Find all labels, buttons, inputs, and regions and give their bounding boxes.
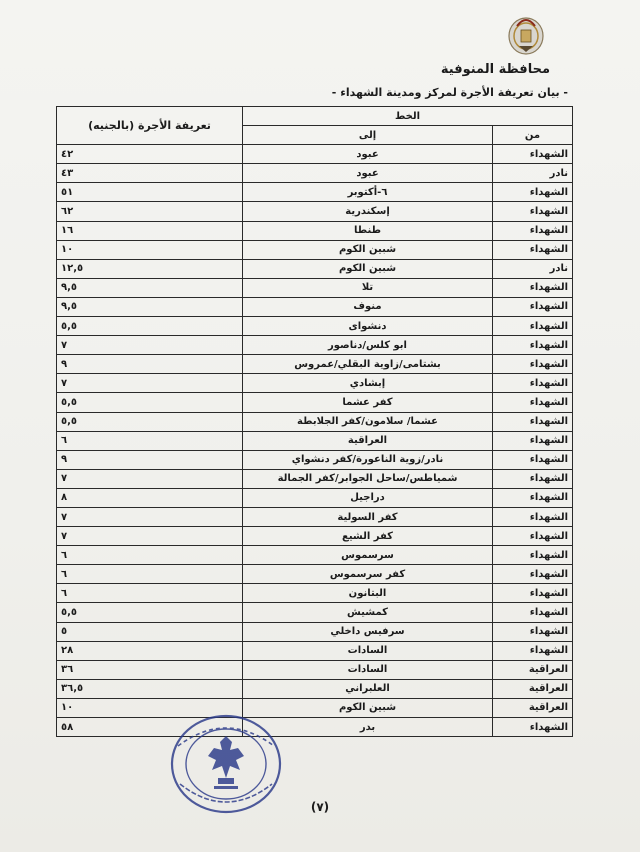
- cell-fare: ٣٦: [57, 660, 243, 679]
- table-row: [57, 393, 573, 412]
- table-row: [57, 374, 573, 393]
- cell-from: الشهداء: [493, 355, 573, 374]
- table-row: [57, 603, 573, 622]
- governorate-title: محافظة المنوفية: [440, 62, 550, 77]
- table-row: [57, 488, 573, 507]
- cell-to: البتانون: [243, 584, 493, 603]
- cell-from: الشهداء: [493, 450, 573, 469]
- cell-fare: ٣٦,٥: [57, 679, 243, 698]
- cell-fare: ٤٣: [57, 164, 243, 183]
- cell-fare: ٦٢: [57, 202, 243, 221]
- cell-from: الشهداء: [493, 527, 573, 546]
- cell-to: العلبراني: [243, 679, 493, 698]
- cell-fare: ٦: [57, 431, 243, 450]
- cell-fare: ٢٨: [57, 641, 243, 660]
- cell-from: الشهداء: [493, 603, 573, 622]
- table-row: [57, 278, 573, 297]
- cell-fare: ٨: [57, 488, 243, 507]
- table-row: [57, 317, 573, 336]
- cell-fare: ١٠: [57, 240, 243, 259]
- cell-from: الشهداء: [493, 278, 573, 297]
- cell-to: كمشيش: [243, 603, 493, 622]
- table-row: [57, 183, 573, 202]
- cell-fare: ١٦: [57, 221, 243, 240]
- cell-fare: ٥١: [57, 183, 243, 202]
- cell-to: شمياطس/ساحل الجوابر/كفر الجمالة: [243, 469, 493, 488]
- page-number: (٧): [310, 800, 330, 814]
- cell-fare: ٩: [57, 355, 243, 374]
- table-row: [57, 355, 573, 374]
- cell-to: نادر/زوية الناعورة/كفر دنشواي: [243, 450, 493, 469]
- cell-from: الشهداء: [493, 145, 573, 164]
- cell-from: العراقية: [493, 660, 573, 679]
- cell-to: السادات: [243, 660, 493, 679]
- table-row: [57, 641, 573, 660]
- cell-to: شبين الكوم: [243, 240, 493, 259]
- table-row: [57, 202, 573, 221]
- cell-to: بشتامى/زاوية البقلي/عمروس: [243, 355, 493, 374]
- table-row: [57, 145, 573, 164]
- cell-from: الشهداء: [493, 240, 573, 259]
- cell-fare: ٧: [57, 527, 243, 546]
- cell-to: كفر عشما: [243, 393, 493, 412]
- table-row: [57, 240, 573, 259]
- table-row: [57, 297, 573, 316]
- cell-to: سرسموس: [243, 546, 493, 565]
- cell-to: منوف: [243, 297, 493, 316]
- cell-to: تلا: [243, 278, 493, 297]
- header-from: من: [493, 126, 573, 145]
- cell-from: الشهداء: [493, 412, 573, 431]
- table-row: [57, 584, 573, 603]
- cell-from: الشهداء: [493, 488, 573, 507]
- fare-table: [56, 106, 573, 737]
- cell-fare: ٧: [57, 374, 243, 393]
- fare-table-body: [57, 145, 573, 737]
- cell-fare: ٤٢: [57, 145, 243, 164]
- table-row: [57, 336, 573, 355]
- cell-from: العراقية: [493, 698, 573, 717]
- cell-from: الشهداء: [493, 393, 573, 412]
- cell-to: العراقية: [243, 431, 493, 450]
- cell-to: كفر الشيع: [243, 527, 493, 546]
- cell-fare: ٦: [57, 546, 243, 565]
- cell-from: الشهداء: [493, 546, 573, 565]
- cell-from: الشهداء: [493, 584, 573, 603]
- cell-to: ٦-أكتوبر: [243, 183, 493, 202]
- table-row: [57, 527, 573, 546]
- table-row: [57, 164, 573, 183]
- header-to: إلى: [243, 126, 493, 145]
- table-row: [57, 718, 573, 737]
- table-row: [57, 259, 573, 278]
- cell-to: عبود: [243, 145, 493, 164]
- cell-from: نادر: [493, 259, 573, 278]
- table-row: [57, 698, 573, 717]
- cell-to: كفر السولية: [243, 507, 493, 526]
- cell-fare: ٧: [57, 469, 243, 488]
- cell-to: شبين الكوم: [243, 259, 493, 278]
- header-fare: تعريفة الأجرة (بالجنيه): [57, 107, 243, 145]
- cell-fare: ٥,٥: [57, 412, 243, 431]
- cell-fare: ٥: [57, 622, 243, 641]
- cell-to: بدر: [243, 718, 493, 737]
- table-row: [57, 221, 573, 240]
- document-subtitle: - بيان تعريفة الأجرة لمركز ومدينة الشهداء -: [331, 86, 568, 99]
- header-line: الخط: [243, 107, 573, 126]
- cell-from: الشهداء: [493, 317, 573, 336]
- cell-fare: ٧: [57, 336, 243, 355]
- cell-from: الشهداء: [493, 622, 573, 641]
- cell-from: الشهداء: [493, 469, 573, 488]
- cell-fare: ٩,٥: [57, 278, 243, 297]
- cell-from: الشهداء: [493, 565, 573, 584]
- table-row: [57, 679, 573, 698]
- cell-to: سرفيس داخلي: [243, 622, 493, 641]
- official-stamp-icon: [168, 712, 284, 816]
- cell-from: الشهداء: [493, 374, 573, 393]
- table-row: [57, 507, 573, 526]
- cell-to: إسكندرية: [243, 202, 493, 221]
- cell-fare: ٥٨: [57, 718, 243, 737]
- cell-to: عبود: [243, 164, 493, 183]
- cell-fare: ٩: [57, 450, 243, 469]
- cell-from: الشهداء: [493, 336, 573, 355]
- table-row: [57, 546, 573, 565]
- cell-fare: ٦: [57, 584, 243, 603]
- cell-from: الشهداء: [493, 507, 573, 526]
- cell-fare: ٥,٥: [57, 393, 243, 412]
- table-row: [57, 431, 573, 450]
- cell-fare: ٥,٥: [57, 317, 243, 336]
- cell-fare: ١٠: [57, 698, 243, 717]
- cell-fare: ١٢,٥: [57, 259, 243, 278]
- cell-to: عشما/ سلامون/كفر الجلابطة: [243, 412, 493, 431]
- cell-to: دنشواى: [243, 317, 493, 336]
- governorate-emblem-icon: [505, 12, 547, 58]
- table-row: [57, 469, 573, 488]
- table-row: [57, 450, 573, 469]
- cell-to: كفر سرسموس: [243, 565, 493, 584]
- cell-from: الشهداء: [493, 297, 573, 316]
- cell-fare: ٥,٥: [57, 603, 243, 622]
- cell-from: الشهداء: [493, 221, 573, 240]
- cell-from: الشهداء: [493, 431, 573, 450]
- cell-from: الشهداء: [493, 183, 573, 202]
- table-row: [57, 622, 573, 641]
- table-row: [57, 565, 573, 584]
- cell-to: طنطا: [243, 221, 493, 240]
- cell-to: دراجيل: [243, 488, 493, 507]
- cell-from: العراقية: [493, 679, 573, 698]
- cell-to: إبشادي: [243, 374, 493, 393]
- cell-from: الشهداء: [493, 641, 573, 660]
- table-row: [57, 412, 573, 431]
- cell-to: ابو كلس/دناصور: [243, 336, 493, 355]
- table-row: [57, 660, 573, 679]
- cell-fare: ٩,٥: [57, 297, 243, 316]
- cell-from: الشهداء: [493, 718, 573, 737]
- cell-from: نادر: [493, 164, 573, 183]
- cell-to: شبين الكوم: [243, 698, 493, 717]
- cell-fare: ٦: [57, 565, 243, 584]
- cell-to: السادات: [243, 641, 493, 660]
- cell-fare: ٧: [57, 507, 243, 526]
- cell-from: الشهداء: [493, 202, 573, 221]
